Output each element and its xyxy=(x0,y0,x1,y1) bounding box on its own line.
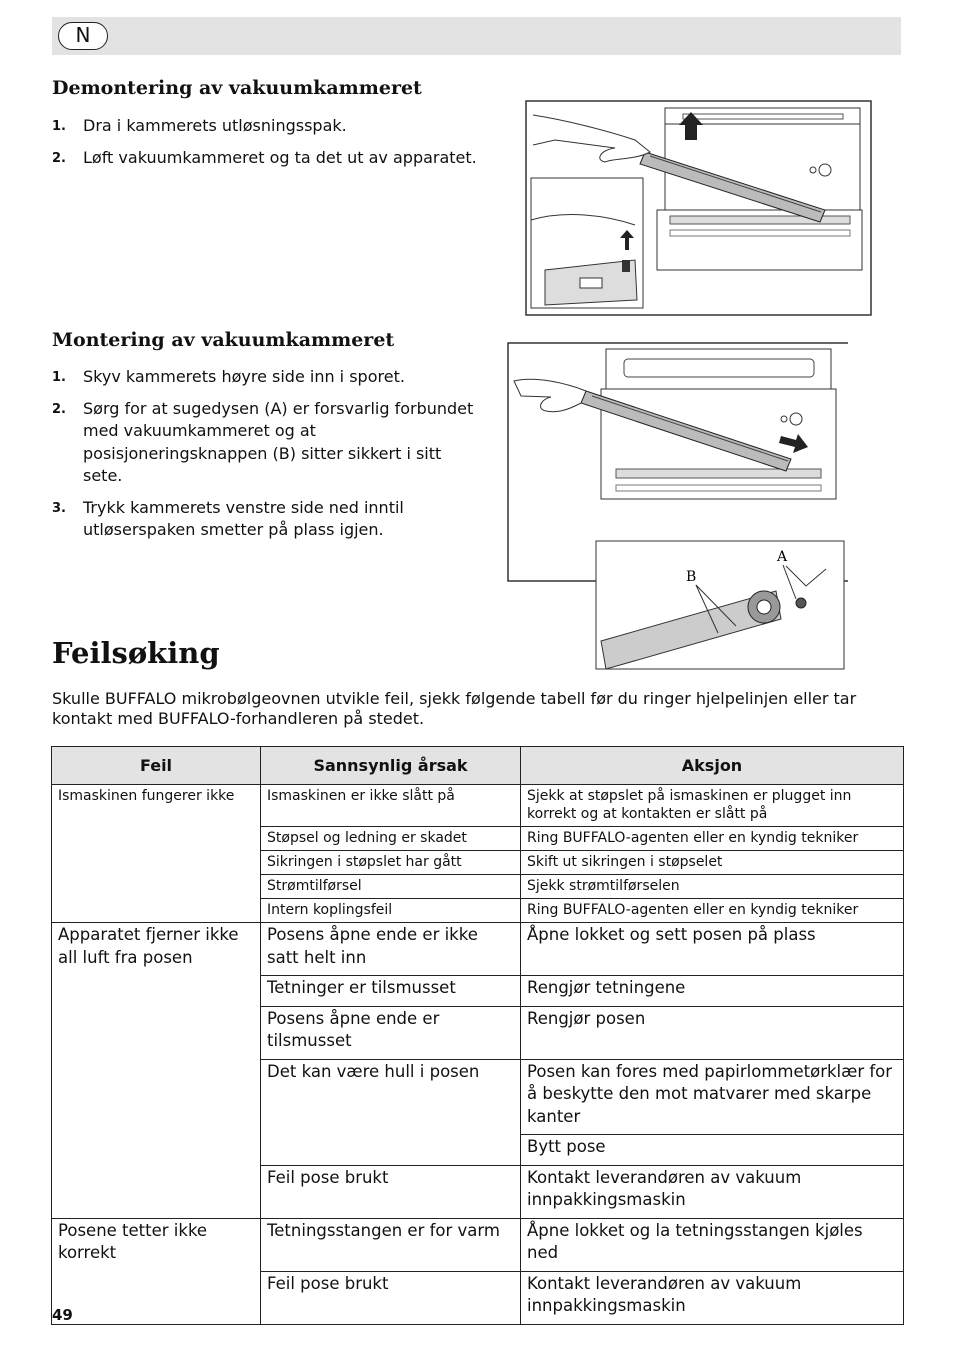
action-cell: Åpne lokket og sett posen på plass xyxy=(521,923,904,976)
table-row xyxy=(52,1218,904,1271)
list-item: 1. Dra i kammerets utløsningsspak. xyxy=(52,116,347,135)
table-row xyxy=(52,923,904,976)
action-cell: Åpne lokket og la tetningsstangen kjøles ned xyxy=(521,1218,904,1271)
cause-cell: Feil pose brukt xyxy=(261,1271,521,1324)
cause-cell: Posens åpne ende er tilsmusset xyxy=(261,1006,521,1059)
cause-cell: Feil pose brukt xyxy=(261,1165,521,1218)
section-title-remove: Demontering av vakuumkammeret xyxy=(52,77,422,99)
cause-cell: Tetninger er tilsmusset xyxy=(261,976,521,1007)
remove-chamber-illustration xyxy=(525,100,872,316)
list-item: 1. Skyv kammerets høyre side inn i sporet. xyxy=(52,367,405,386)
column-header-cause: Sannsynlig årsak xyxy=(261,747,521,785)
action-cell: Rengjør tetningene xyxy=(521,976,904,1007)
header-bar xyxy=(52,17,901,55)
list-item: 3. Trykk kammerets venstre side ned inntil utløserspaken smetter på plass igjen. xyxy=(52,497,404,539)
action-cell: Sjekk at støpslet på ismaskinen er plugget inn korrekt og at kontakten er slått på xyxy=(521,785,904,827)
cause-cell: Strømtilførsel xyxy=(261,875,521,899)
fault-cell: Apparatet fjerner ikke all luft fra posen xyxy=(52,923,261,1219)
list-item: 2. Løft vakuumkammeret og ta det ut av apparatet. xyxy=(52,147,477,167)
action-cell: Rengjør posen xyxy=(521,1006,904,1059)
column-header-action: Aksjon xyxy=(521,747,904,785)
action-cell: Kontakt leverandøren av vakuum innpakkingsmaskin xyxy=(521,1165,904,1218)
action-cell: Ring BUFFALO-agenten eller en kyndig tekniker xyxy=(521,827,904,851)
cause-cell: Posens åpne ende er ikke satt helt inn xyxy=(261,923,521,976)
remove-steps-list xyxy=(52,115,492,178)
label-b: B xyxy=(686,569,697,585)
mount-steps-list xyxy=(52,366,482,551)
cause-cell: Støpsel og ledning er skadet xyxy=(261,827,521,851)
language-badge: N xyxy=(58,22,108,50)
list-item: 2. Sørg for at sugedysen (A) er forsvarlig forbundet med vakuumkammeret og at posisjoneringsknappen (B) sitter sikkert i sitt sete. xyxy=(52,398,474,485)
table-header-row xyxy=(52,747,904,785)
section-title-mount: Montering av vakuumkammeret xyxy=(52,329,395,351)
cause-cell: Tetningsstangen er for varm xyxy=(261,1218,521,1271)
page-number: 49 xyxy=(52,1306,73,1324)
action-cell: Skift ut sikringen i støpselet xyxy=(521,851,904,875)
fault-cell: Posene tetter ikke korrekt xyxy=(52,1218,261,1324)
action-cell: Sjekk strømtilførselen xyxy=(521,875,904,899)
table-row xyxy=(52,785,904,827)
cause-cell: Det kan være hull i posen xyxy=(261,1059,521,1165)
action-cell: Ring BUFFALO-agenten eller en kyndig tekniker xyxy=(521,899,904,923)
action-cell: Posen kan fores med papirlommetørklær for å beskytte den mot matvarer med skarpe kanter xyxy=(521,1059,904,1135)
label-a: A xyxy=(777,549,788,565)
cause-cell: Ismaskinen er ikke slått på xyxy=(261,785,521,827)
fault-cell: Ismaskinen fungerer ikke xyxy=(52,785,261,923)
troubleshooting-table xyxy=(51,746,904,1325)
cause-cell: Sikringen i støpslet har gått xyxy=(261,851,521,875)
troubleshooting-intro: Skulle BUFFALO mikrobølgeovnen utvikle feil, sjekk følgende tabell før du ringer hjelpelinjen eller tar kontakt med BUFFALO-forhandleren på stedet. xyxy=(52,689,857,728)
column-header-fault: Feil xyxy=(52,747,261,785)
cause-cell: Intern koplingsfeil xyxy=(261,899,521,923)
action-cell: Kontakt leverandøren av vakuum innpakkingsmaskin xyxy=(521,1271,904,1324)
troubleshooting-title: Feilsøking xyxy=(52,636,220,670)
mount-chamber-illustration xyxy=(506,341,848,671)
action-cell: Bytt pose xyxy=(521,1135,904,1166)
